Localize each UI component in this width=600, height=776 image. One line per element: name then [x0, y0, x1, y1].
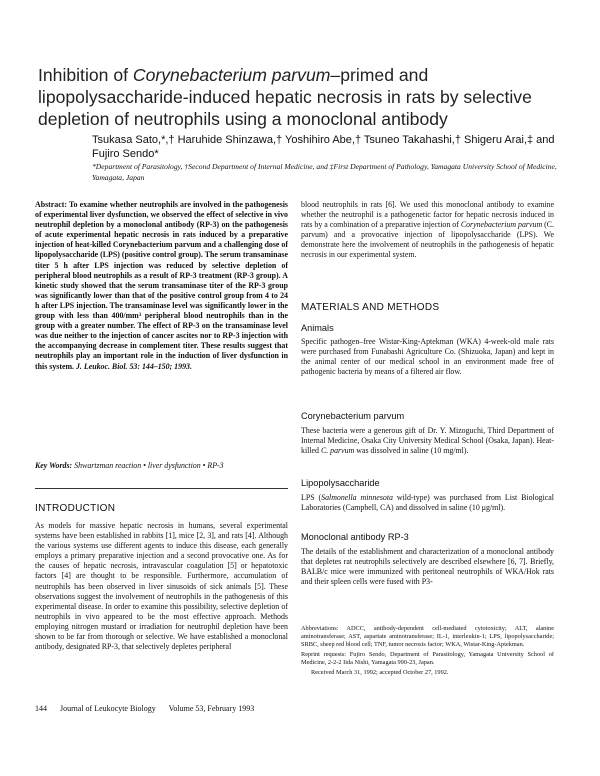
- methods-heading: MATERIALS AND METHODS: [301, 302, 440, 313]
- title-italic-species: Corynebacterium parvum: [132, 65, 331, 85]
- cp-italic: C. parvum: [320, 446, 355, 456]
- abstract-citation: J. Leukoc. Biol. 53: 144–150; 1993.: [74, 361, 192, 371]
- abstract-label: Abstract:: [35, 200, 67, 209]
- introduction-heading: INTRODUCTION: [35, 503, 116, 514]
- mab-heading: Monoclonal antibody RP-3: [301, 532, 409, 542]
- animals-text: Specific pathogen–free Wistar-King-Aptekman (WKA) 4-week-old male rats were purchased from Funabashi Agriculture Co. (Shizuoka, Japan) and kept in the animal center of our medical school in an environment made free of pathogenic bacteria by means of a filtered air flow.: [301, 337, 554, 377]
- footnotes: [301, 625, 554, 678]
- volume-info: Volume 53, February 1993: [168, 704, 255, 713]
- section-divider: [35, 488, 288, 489]
- keywords-label: Key Words:: [35, 461, 73, 470]
- mab-text: The details of the establishment and characterization of a monoclonal antibody that depletes rat neutrophils selectively are described elsewhere [6, 7]. Briefly, BALB/c mice were immunized with peritoneal neutrophils of WKA/Hok rats and their spleen cells were fused with P3-: [301, 547, 554, 587]
- abstract-text: To examine whether neutrophils are involved in the pathogenesis of experimental liver dysfunction, we observed the effect of selective in vivo neutrophil depletion by a monoclonal antibody (RP-3) on the pathogenesis of acute experimental hepatic necrosis in rats induced by a preparative injection of heat-killed Corynebacterium parvum and a challenging dose of lipopolysaccharide (LPS) (positive control group). The serum transaminase titer 5 h after LPS injection was reduced by selective depletion of peripheral blood neutrophils as a result of RP-3 treatment (RP-3 group). A kinetic study showed that the serum transaminase titer of the RP-3 group was significantly lower than that of the positive control group from 4 to 24 h after LPS injection. The transaminase level was significantly lower in the group with less than 400/mm³ peripheral blood neutrophils than in the group with a greater number. The effect of RP-3 on the transaminase level was due neither to the injection of cancer ascites nor to RP-3 injection with the accompanying decrease in complement titer. These results suggest that neutrophils play an important role in the induction of liver dysfunction in this system.: [35, 200, 288, 371]
- article-title: [38, 64, 578, 130]
- abstract: [35, 200, 288, 372]
- journal-name: Journal of Leukocyte Biology: [60, 704, 156, 713]
- footnote-reprint: Reprint requests: Fujiro Sendo, Department of Parasitology, Yamagata University School of Medicine, 2-2-2 Iida Nishi, Yamagata 990-23, Japan.: [301, 651, 554, 667]
- lps-text-part: LPS (: [301, 493, 322, 502]
- intro-text: (C. parvum) and a provocative injection of lipopolysaccharide (LPS). We demonstrate here the involvement of neutrophils in the pathogenesis of hepatic necrosis in our experimental system.: [301, 220, 555, 260]
- author-list: Tsukasa Sato,*,† Haruhide Shinzawa,† Yoshihiro Abe,† Tsuneo Takahashi,† Shigeru Arai,‡ and Fujiro Sendo*: [92, 134, 555, 160]
- intro-text: blood neutrophils in rats [6]. We used this monoclonal antibody to examine whether the neutrophil is a pathogenetic factor for hepatic necrosis induced in rats by a combination of a preparative injection of: [301, 200, 554, 230]
- title-part: –primed and lipopolysaccharide-induced hepatic necrosis in rats by selective depletion of neutrophils using a monoclonal antibody: [38, 65, 532, 129]
- lps-italic: Salmonella minnesota: [321, 493, 393, 502]
- keywords: [35, 461, 288, 471]
- lps-text: [301, 493, 554, 513]
- lps-text-part: wild-type) was purchased from List Biological Laboratories (Campbell, CA) and dissolved in saline (10 μg/ml).: [301, 493, 554, 513]
- animals-heading: Animals: [301, 323, 334, 333]
- cp-text: These bacteria were a generous gift of Dr. Y. Mizoguchi, Third Department of Internal Medicine, Osaka City University Medical School (Osaka, Japan). Heat-killed: [301, 426, 554, 456]
- corynebacterium-heading: Corynebacterium parvum: [301, 411, 405, 421]
- cp-text: was dissolved in saline (10 mg/ml).: [354, 446, 469, 456]
- corynebacterium-text: [301, 426, 554, 456]
- title-part: Inhibition of: [38, 65, 133, 85]
- introduction-text: As models for massive hepatic necrosis in humans, several experimental systems have been established in rabbits [1], mice [2, 3], and rats [4]. Although the various systems use different agents to induce this disease, each generally employs a primary preparative injection and a second provocative one. As for the causes of hepatic necrosis, intravascular coagulation [5] or hepatotoxic factors [4] are thought to be responsible. Furthermore, accumulation of neutrophils has been observed in liver sinusoids of sick animals [5]. These observations suggest the involvement of neutrophils in the pathogenesis of this experimental disease. In order to examine this possibility, selective depletion of neutrophils in vivo appeared to be the most effective approach. Methods employing nitrogen mustard or irradiation for neutrophil depletion have been shown to be far from thorough or selective. We have established a monoclonal antibody, designated RP-3, that selectively depletes peripheral: [35, 521, 288, 652]
- intro-italic: Corynebacterium parvum: [460, 220, 543, 230]
- affiliations: *Department of Parasitology, †Second Department of Internal Medicine, and ‡First Department of Pathology, Yamagata University School of Medicine, Yamagata, Japan: [92, 162, 557, 182]
- keywords-text: Shwartzman reaction • liver dysfunction • RP-3: [72, 461, 224, 470]
- page-footer: [35, 704, 575, 714]
- introduction-continued: [301, 200, 554, 261]
- footnote-received: Received March 31, 1992; accepted October 27, 1992.: [311, 669, 449, 677]
- footnote-abbreviations: Abbreviations: ADCC, antibody-dependent cell-mediated cytotoxicity; ALT, alanine aminotransferase; AST, aspartate aminotransferase; IL-1, interleukin-1; LPS, lipopolysaccharide; SRBC, sheep red blood cell; TNF, tumor necrosis factor; WKA, Wistar-King-Aptekman.: [301, 625, 554, 649]
- lps-heading: Lipopolysaccharide: [301, 478, 380, 488]
- page-number: 144: [35, 704, 47, 713]
